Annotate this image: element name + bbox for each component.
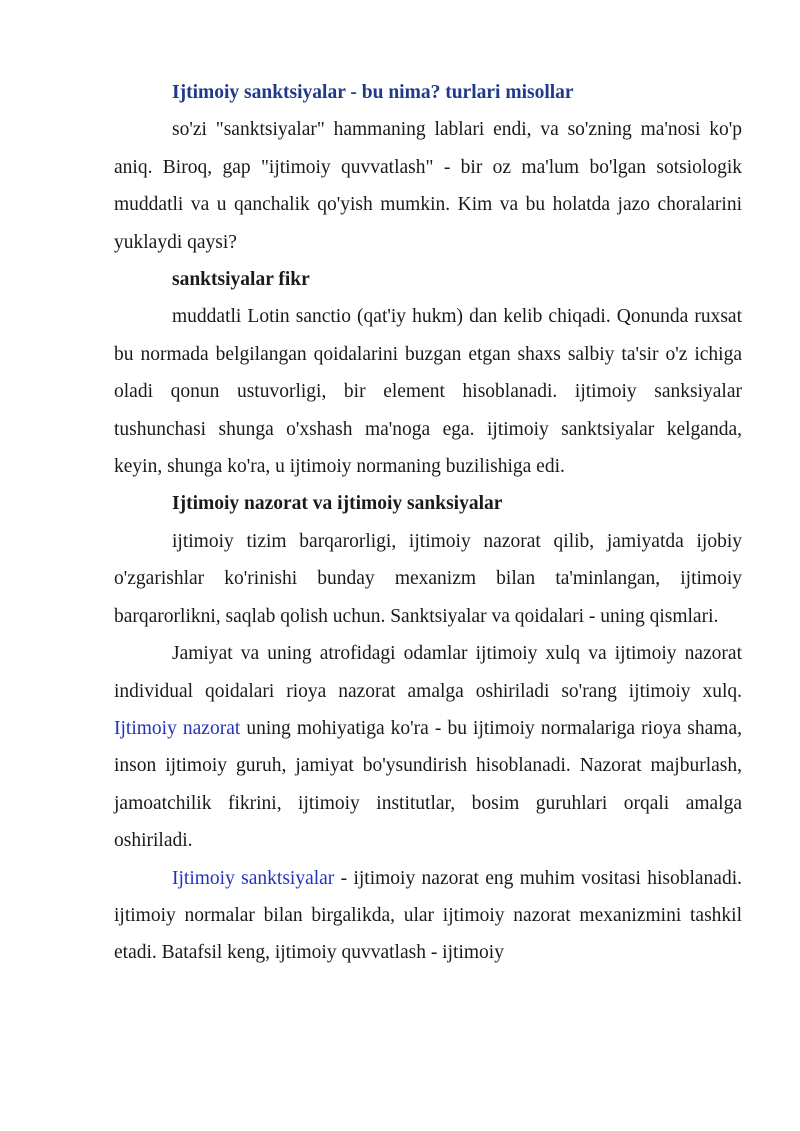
document-title: Ijtimoiy sanktsiyalar - bu nima? turlari misollar	[172, 82, 574, 103]
link-ijtimoiy-nazorat[interactable]: Ijtimoiy nazorat	[114, 717, 241, 739]
paragraph-social-control	[114, 635, 742, 859]
paragraph-definition: muddatli Lotin sanctio (qat'iy hukm) dan kelib chiqadi. Qonunda ruxsat bu normada belgilangan qoidalarini buzgan etgan shaxs salbiy ta'sir o'z ichiga oladi qonun ustuvorligi, bir element hisoblanadi. ijtimoiy sanksiyalar tushunchasi shunga o'xshash ma'noga ega. ijtimoiy sanktsiyalar kelganda, keyin, shunga ko'ra, u ijtimoiy normaning buzilishiga edi.	[114, 306, 742, 478]
paragraph-intro: so'zi "sanktsiyalar" hammaning lablari endi, va so'zning ma'nosi ko'p aniq. Biroq, gap "ijtimoiy quvvatlash" - bir oz ma'lum bo'lgan sotsiologik muddatli va u qanchalik qo'yish mumkin. Kim va bu holatda jazo choralarini yuklaydi qaysi?	[114, 119, 742, 253]
document-page	[114, 74, 742, 972]
section-heading-sanktsiyalar-fikr: sanktsiyalar fikr	[172, 269, 310, 291]
section-heading-nazorat: Ijtimoiy nazorat va ijtimoiy sanksiyalar	[172, 493, 503, 515]
link-ijtimoiy-sanktsiyalar[interactable]: Ijtimoiy sanktsiyalar	[172, 867, 335, 889]
paragraph-text: Jamiyat va uning atrofidagi odamlar ijtimoiy xulq va ijtimoiy nazorat individual qoidalari rioya nazorat amalga oshiriladi so'rang ijtimoiy xulq.	[114, 643, 742, 702]
paragraph-text: uning mohiyatiga ko'ra - bu ijtimoiy normalariga rioya shama, inson ijtimoiy guruh, jamiyat bo'ysundirish hisoblanadi. Nazorat majburlash, jamoatchilik fikrini, ijtimoiy institutlar, bosim guruhlari orqali amalga oshiriladi.	[114, 717, 742, 852]
paragraph-sanctions	[114, 860, 742, 972]
paragraph-text: - ijtimoiy nazorat eng muhim vositasi hisoblanadi. ijtimoiy normalar bilan birgalikda, ular ijtimoiy nazorat mexanizmini tashkil etadi. Batafsil keng, ijtimoiy quvvatlash - ijtimoiy	[114, 867, 742, 964]
paragraph-stability: ijtimoiy tizim barqarorligi, ijtimoiy nazorat qilib, jamiyatda ijobiy o'zgarishlar ko'rinishi bunday mexanizm bilan ta'minlangan, ijtimoiy barqarorlikni, saqlab qolish uchun. Sanktsiyalar va qoidalari - uning qismlari.	[114, 530, 742, 627]
